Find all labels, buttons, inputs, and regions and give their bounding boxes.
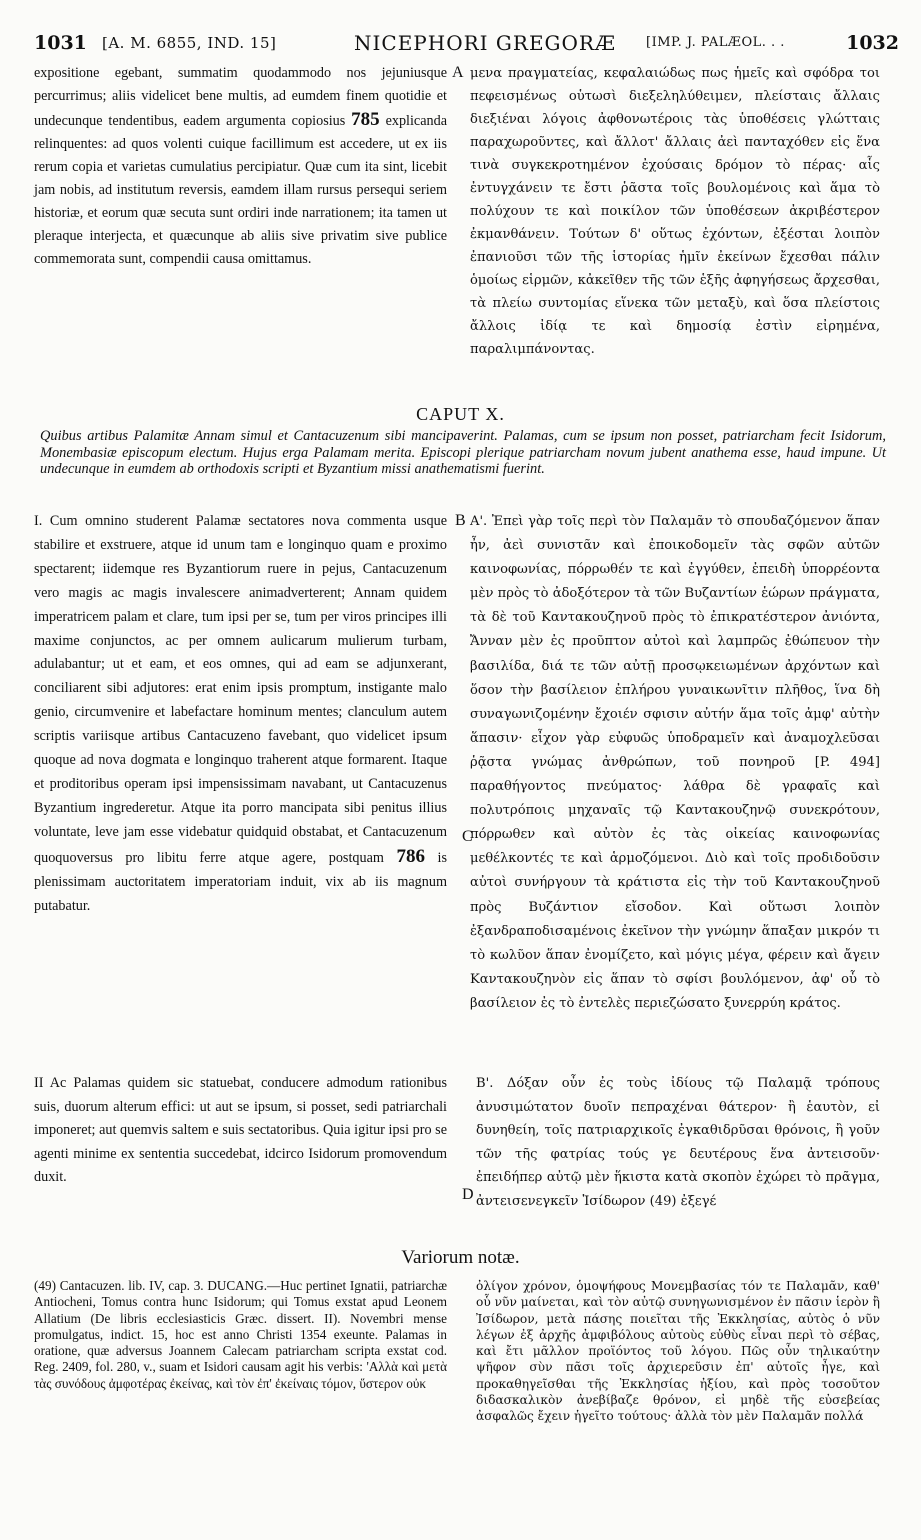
notes-greek-text: ὀλίγον χρόνον, ὁμοψήφους Μονεμβασίας τόν τε Παλαμᾶν, καθ' οὗ νῦν μαίνεται, καὶ τὸν αὐτῷ συνηγωνισμένον ἐν πᾶσιν ἱερὸν ἢ Ἰσίδωρον, μετὰ πάσης ποιεῖται τῆς Ἐκκλησίας, αὐτὸς ὁ νῦν λέγων ἐξ ἀρχῆς ἀμφιβόλους αὐτοὺς εὐθὺς εἶναι περὶ τὸ σέβας, καὶ ἔτι μᾶλλον προϊόντος τοῦ λόγου. Πῶς οὖν τηλικαύτην ψῆφον σὺν πᾶσι τοῖς ἀρχιερεῦσιν ἐπ' αὐτοῖς ἦγε, καὶ προκαθηγεῖσθαι τῆς Ἐκκλησίας ἠξίου, καὶ πρὸς τοσοῦτον διδασκαλικὸν ἀνεβίβαζε θρόνον, εἰ μηδὲ τῆς εὐσεβείας ἀσφαλῶς ἔχειν ἡγεῖτο τούτους· ἀλλὰ τὸν μὲν Παλαμᾶν πολλά (476, 1279, 880, 1424)
notes-latin-column (34, 1278, 447, 1392)
chapter-summary: Quibus artibus Palamitæ Annam simul et Cantacuzenum sibi mancipaverint. Palamas, cum se ipsum non posset, patriarcham fecit Isidorum, Monembasiæ episcopum electum. Hujus erga Palamam merita. Episcopi plerique patriarcham novum jubent anathema esse, haud impune. Ut undecunque in eumdem ab orthodoxis scripti et Byzantium missi anathematismi fuerint. (40, 428, 886, 477)
notes-heading: Variorum notæ. (401, 1247, 520, 1268)
page-number-right: 1032 (846, 32, 899, 54)
notes-latin-text: (49) Cantacuzen. lib. IV, cap. 3. DUCANG.—Huc pertinet Ignatii, patriarchæ Antiocheni, Tomus contra hunc Isidorum; qui Tomus exstat apud Leonem Allatium (De libris ecclesiasticis Græc. dissert. II). Novembri mense promulgatus, indict. 15, hoc est anno Christi 1354 exeunte. Palamas in oratione, quæ adversus Joannem Calecam patriarcham scripta exstat cod. Reg. 2409, fol. 280, v., suam et Isidori causam agit his verbis: 'Αλλὰ καὶ μετὰ τὰς συνόδους ἀμφοτέρας ἐκείνας, καὶ τὸν ἐπ' ἐκείναις τόμον, ὕστερον οὐκ (34, 1278, 447, 1391)
notes-greek-column (476, 1278, 880, 1425)
running-title: NICEPHORI GREGORÆ (354, 31, 616, 55)
page-number-left: 1031 (34, 32, 87, 54)
section1-latin-text-b: is plenissimam auctoritatem imperatoriam induit, vix ab iis magnum putabatur. (34, 849, 448, 914)
margin-letter-a: A (452, 64, 464, 81)
section1-greek-text: Α'. Ἐπεὶ γὰρ τοῖς περὶ τὸν Παλαμᾶν τὸ σπουδαζόμενον ἅπαν ἦν, ἀεὶ συνιστᾶν καὶ ἐποικοδομεῖν τὰς σφῶν αὐτῶν καινοφωνίας, πόρρωθέν τε καὶ ἐγγύθεν, ἐπειδὴ ὑπορρέοντα μὲν πρὸς τὸ ἀδοξότερον τὰ τῶν Βυζαντίων ἑώρων πράγματα, τὰ δὲ τοῦ Καντακουζηνοῦ πρὸς τὸ ἐπικρατέστερον ἀνιόντα, Ἄνναν μὲν ἐς προῦπτον αὐτοὶ καὶ λαμπρῶς ἐθώπευον τὴν βασιλίδα, διά τε τῶν αὐτῇ προσῳκειωμένων ἀρχόντων καὶ ὅσον τὴν βασίλειον ἐπλήρου γυναικωνῖτιν πλῆθος, ἵνα δὴ συναγωνιζομένην ἔχοιέν σφισιν αὐτήν ἅμα τοῖς ἀμφ' αὐτὴν ἅπασιν· εἶχον γὰρ εὐφυῶς ὑποδραμεῖν καὶ ἀναμοχλεῦσαι ῥᾷστα γνώμας ἀνθρώπων, τοῦ πονηροῦ [P. 494] παραθήγοντος πνεύματος· λάθρα δὲ γραφαῖς καὶ πολυτρόποις μηχαναῖς τῷ Καντακουζηνῷ συνεκρότουν, πόρρωθεν καὶ αὐτὸν ἐς τὰς οἰκείας καινοφωνίας μεθέλκοντές τε καὶ ἁρμοζόμενοι. Διὸ καὶ τοῖς προδιδοῦσιν αὐτοὶ συνήργουν τὰ κράτιστα εἰς τὴν τοῦ Καντακουζηνοῦ πρὸς Βυζάντιον εἴσοδον. Καὶ οὕτωσι λοιπὸν ἐξανδραποδισαμένοις ἐκεῖνον τὴν γνώμην ἅπαξαν μικρόν τι τὸ κωλῦον ἅπαν ἐνομίζετο, καὶ μόγις μέγα, φέρειν καὶ ἄγειν Καντακουζηνὸν εἰς ἅπαν τὸ σφίσι βουλόμενον, ἀφ' οὗ τὸ βασίλειον ἐς τὸ ἐντελὲς περιεζώσατο ξυνερρύη κράτος. (470, 514, 880, 1011)
running-head (34, 32, 899, 58)
section2-latin-column (34, 1072, 447, 1190)
section2-latin-text: II Ac Palamas quidem sic statuebat, conducere admodum rationibus suis, duorum alterum effici: ut aut se ipsum, si posset, sedi patriarchali imponeret; aut quemvis saltem e suis sectatoribus. Quia igitur ipsi pro se agenti minime ex sententia succedebat, idcirco Isidorum promovendum duxit. (34, 1075, 447, 1185)
intro-latin-text-a: expositione egebant, summatim quodammodo nos jejuniusque percurrimus; aliis videlicet bene multis, ad eumdem finem quotidie et undecunque tendentibus, eadem argumenta copiosius (34, 65, 447, 129)
section1-greek-column (470, 510, 880, 1016)
intro-latin-text-b: explicanda relinquentes: ad quos volenti cuique facillimum est accedere, ut ex iis rerum copia et varietas cumulatius percipiatur. Quæ cum ita sint, licebit jam nobis, ad institutum reversis, eamdem illam rursus persequi seriem historiæ, et eorum quæ secuta sunt ordiri inde narrationem; ita tamen ut pleraque interjecta, et quæcunque ab aliis sive privatim sive publice commemorata sunt, compendii causa omittamus. (34, 113, 448, 267)
emperor-note: [IMP. J. PALÆOL. . . (646, 35, 785, 50)
section1-latin-text-a: I. Cum omnino studerent Palamæ sectatores nova commenta usque stabilire et exstruere, atque id unum tam e longinquo quam e proximo spectarent; iidemque res Byzantiorum ruere in pejus, Cantacuzenum vero magis ac magis invalescere animadverterent; Annam quidem imperatricem palam et clare, tum ipsi per se, tum per viros principes illi maxime conjunctos, ac per omnem aulicarum mulierum turbam, adulabantur; ut et eam, et eos omnes, qui ad eam se adjunxerant, conciliarent sibi adjutores: erat enim ipsis promptum, instigante malo genio, circumvenire et labefactare hominum mentes; clanculum autem scriptis variisque artibus Cantacuzeno favebant, quo videlicet ipsum quoque ad nova dogmata e longinquo traherent atque formarent. Itaque et proditoribus operam ipsi impensissimam navabant, ut Cantacuzenus Byzantium ingrederetur. Atque ita porro mancipata sibi penitus illius voluntate, leve jam esse videbatur quidquid obstabat, et Cantacuzenum quoquoversus pro libitu ferre atque agere, postquam (34, 513, 447, 866)
chapter-heading: CAPUT X. (416, 404, 505, 424)
date-indiction: [A. M. 6855, IND. 15] (102, 34, 277, 52)
margin-letter-b: B (455, 512, 466, 529)
section1-latin-column (34, 510, 447, 918)
intro-greek-text: μενα πραγματείας, κεφαλαιώδως πως ἡμεῖς καὶ σφόδρα τοι πεφεισμένως οὑτωσὶ διεξεληλύθειμεν, πλείσταις ἄλλαις διεξιέναι λόγοις ἀφθονωτέροις τὰς ὑποθέσεις γλώτταις παραχωροῦντες, καὶ ἄλλοτ' ἄλλαις ἀεὶ πανταχόθεν εἰς ἕνα τινὰ συγκεκροτημένον ἐχούσαις δρόμον τὸ πέρας· αἷς ἐντυγχάνειν τε ἔστι ῥᾶστα τοῖς βουλομένοις καὶ ἅμα τὸ πολύχουν τε καὶ ποικίλον τῶν ὑποθέσεων ἀκριβέστερον ἐκμανθάνειν. Τούτων δ' οὕτως ἐχόντων, ἐξέσται λοιπὸν ἐπανιοῦσι τῶν τῆς ἱστορίας ἡμῖν ἐκείνων ἔχεσθαι πάλιν ὁμοίως εἱρμῶν, κἀκεῖθεν τῆς τῶν ἑξῆς ἀφηγήσεως ἄρχεσθαι, τὰ πλείω συντομίας εἵνεκα τῶν μεταξὺ, καὶ ὅσα πλείστοις ἄλλοις ἰδίᾳ τε καὶ δημοσίᾳ ἐστὶν εἰρημένα, παραλιμπάνοντας. (470, 66, 880, 357)
margin-letter-c: C (462, 828, 473, 845)
intro-greek-column (470, 62, 880, 361)
intro-marginal-number: 785 (351, 109, 380, 130)
intro-latin-column (34, 62, 447, 271)
margin-letter-d: D (462, 1186, 474, 1203)
section2-greek-text: Β'. Δόξαν οὖν ἐς τοὺς ἰδίους τῷ Παλαμᾷ τρόπους ἀνυσιμώτατον δυοῖν πεπραχέναι θάτερον· ἢ ἑαυτὸν, εἰ δυνηθείη, τοῖς πατριαρχικοῖς ἐγκαθιδρῦσαι θρόνοις, ἢ γοῦν τῶν τῆς φατρίας τούς γε δευτέρους ἕνα ἀντεισοῦν· ἐπειδήπερ αὐτῷ μὲν ἥκιστα κατὰ σκοπὸν ἐχώρει τὸ πρᾶγμα, ἀντεισενεγκεῖν Ἰσίδωρον (49) ἐξεγέ (476, 1076, 880, 1209)
section2-greek-column (476, 1072, 880, 1213)
section1-marginal-number: 786 (396, 845, 425, 867)
